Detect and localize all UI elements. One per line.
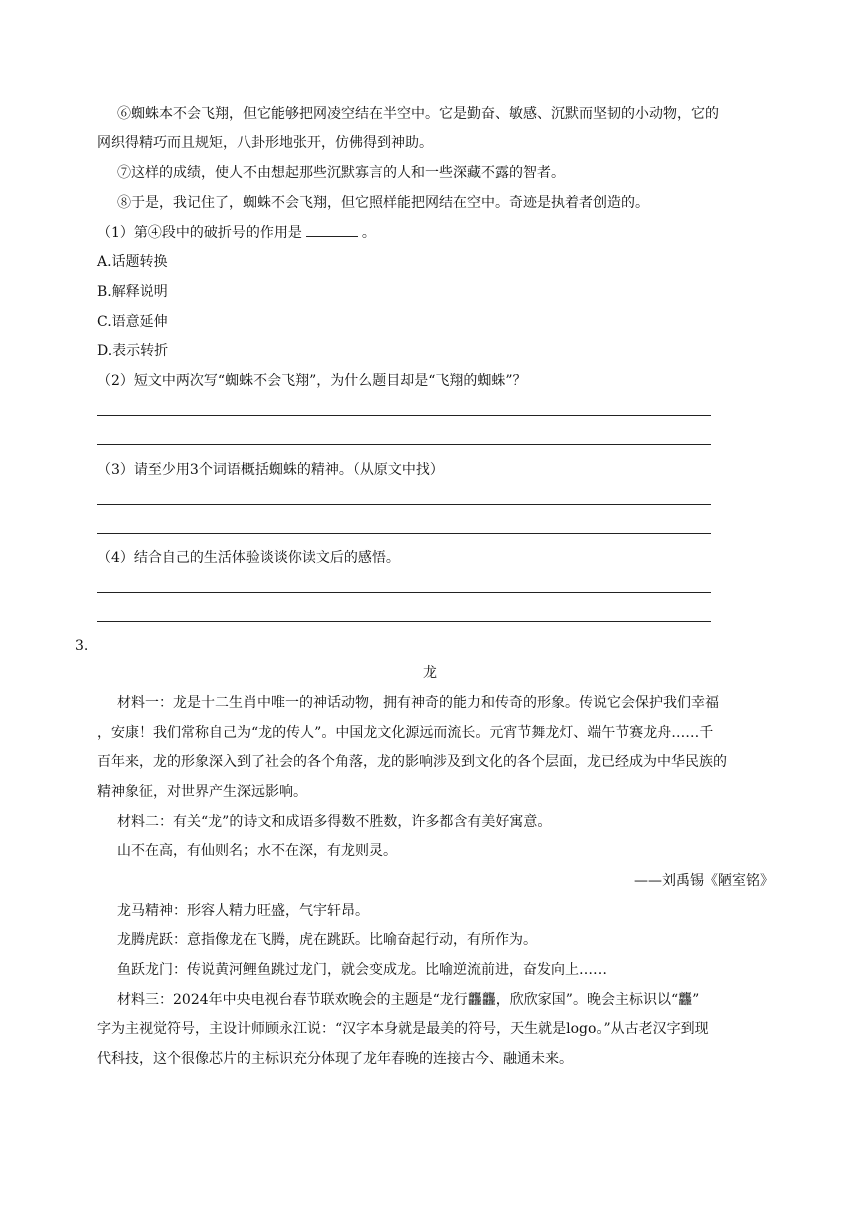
question-1-option-a: A.话题转换	[97, 254, 168, 270]
answer-line[interactable]	[97, 504, 711, 505]
answer-line[interactable]	[97, 533, 711, 534]
poem-line: 山不在高，有仙则名；水不在深，有龙则灵。	[117, 843, 397, 859]
answer-line[interactable]	[97, 592, 711, 593]
answer-line[interactable]	[97, 444, 711, 445]
idiom-1: 龙马精神：形容人精力旺盛，气宇轩昂。	[117, 903, 369, 919]
section-title: 龙	[423, 665, 437, 681]
paragraph-8: ⑧于是，我记住了，蜘蛛不会飞翔，但它照样能把网结在空中。奇迹是执着者创造的。	[117, 195, 649, 211]
question-1-option-c: C.语意延伸	[97, 314, 168, 330]
paragraph-6-line-2: 网织得精巧而且规矩，八卦形地张开，仿佛得到神助。	[97, 135, 433, 151]
idiom-3: 鱼跃龙门：传说黄河鲤鱼跳过龙门，就会变成龙。比喻逆流前进，奋发向上……	[117, 962, 607, 978]
idiom-2: 龙腾虎跃：意指像龙在飞腾，虎在跳跃。比喻奋起行动，有所作为。	[117, 932, 537, 948]
answer-line[interactable]	[97, 415, 711, 416]
section-number: 3.	[75, 638, 89, 654]
question-4: （4）结合自己的生活体验谈谈你读文后的感悟。	[97, 550, 400, 566]
question-1-option-d: D.表示转折	[97, 343, 169, 359]
paragraph-6-line-1: ⑥蜘蛛本不会飞翔，但它能够把网凌空结在半空中。它是勤奋、敏感、沉默而坚韧的小动物，它的	[117, 106, 719, 122]
material-3-line-1: 材料三：2024年中央电视台春节联欢晚会的主题是“龙行龘龘，欣欣家国”。晚会主标识以“龘”	[117, 992, 700, 1008]
question-3: （3）请至少用3个词语概括蜘蛛的精神。（从原文中找）	[97, 462, 444, 478]
question-1-text: （1）第④段中的破折号的作用是	[97, 225, 302, 241]
question-1-suffix: 。	[361, 225, 376, 241]
material-1-line-1: 材料一：龙是十二生肖中唯一的神话动物，拥有神奇的能力和传奇的形象。传说它会保护我们幸福	[117, 695, 719, 711]
material-1-line-3: 百年来，龙的形象深入到了社会的各个角落，龙的影响涉及到文化的各个层面，龙已经成为中华民族的	[97, 754, 727, 770]
question-1-answer-blank[interactable]	[306, 222, 358, 237]
material-2-intro: 材料二：有关“龙”的诗文和成语多得数不胜数，许多都含有美好寓意。	[117, 814, 552, 830]
material-3-line-2: 字为主视觉符号，主设计师顾永江说：“汉字本身就是最美的符号，天生就是logo。”从古老汉字到现	[97, 1021, 709, 1037]
question-1	[97, 222, 376, 243]
material-1-line-2: ，安康！我们常称自己为“龙的传人”。中国龙文化源远而流长。元宵节舞龙灯、端午节赛龙舟……千	[97, 725, 714, 741]
question-1-option-b: B.解释说明	[97, 284, 168, 300]
material-1-line-4: 精神象征，对世界产生深远影响。	[97, 784, 307, 800]
question-2: （2）短文中两次写“蜘蛛不会飞翔”，为什么题目却是“飞翔的蜘蛛”？	[97, 373, 527, 389]
poem-source: ——刘禹锡《陋室铭》	[634, 873, 774, 889]
answer-line[interactable]	[97, 621, 711, 622]
material-3-line-3: 代科技，这个很像芯片的主标识充分体现了龙年春晚的连接古今、融通未来。	[97, 1051, 573, 1067]
paragraph-7: ⑦这样的成绩，使人不由想起那些沉默寡言的人和一些深藏不露的智者。	[117, 165, 565, 181]
